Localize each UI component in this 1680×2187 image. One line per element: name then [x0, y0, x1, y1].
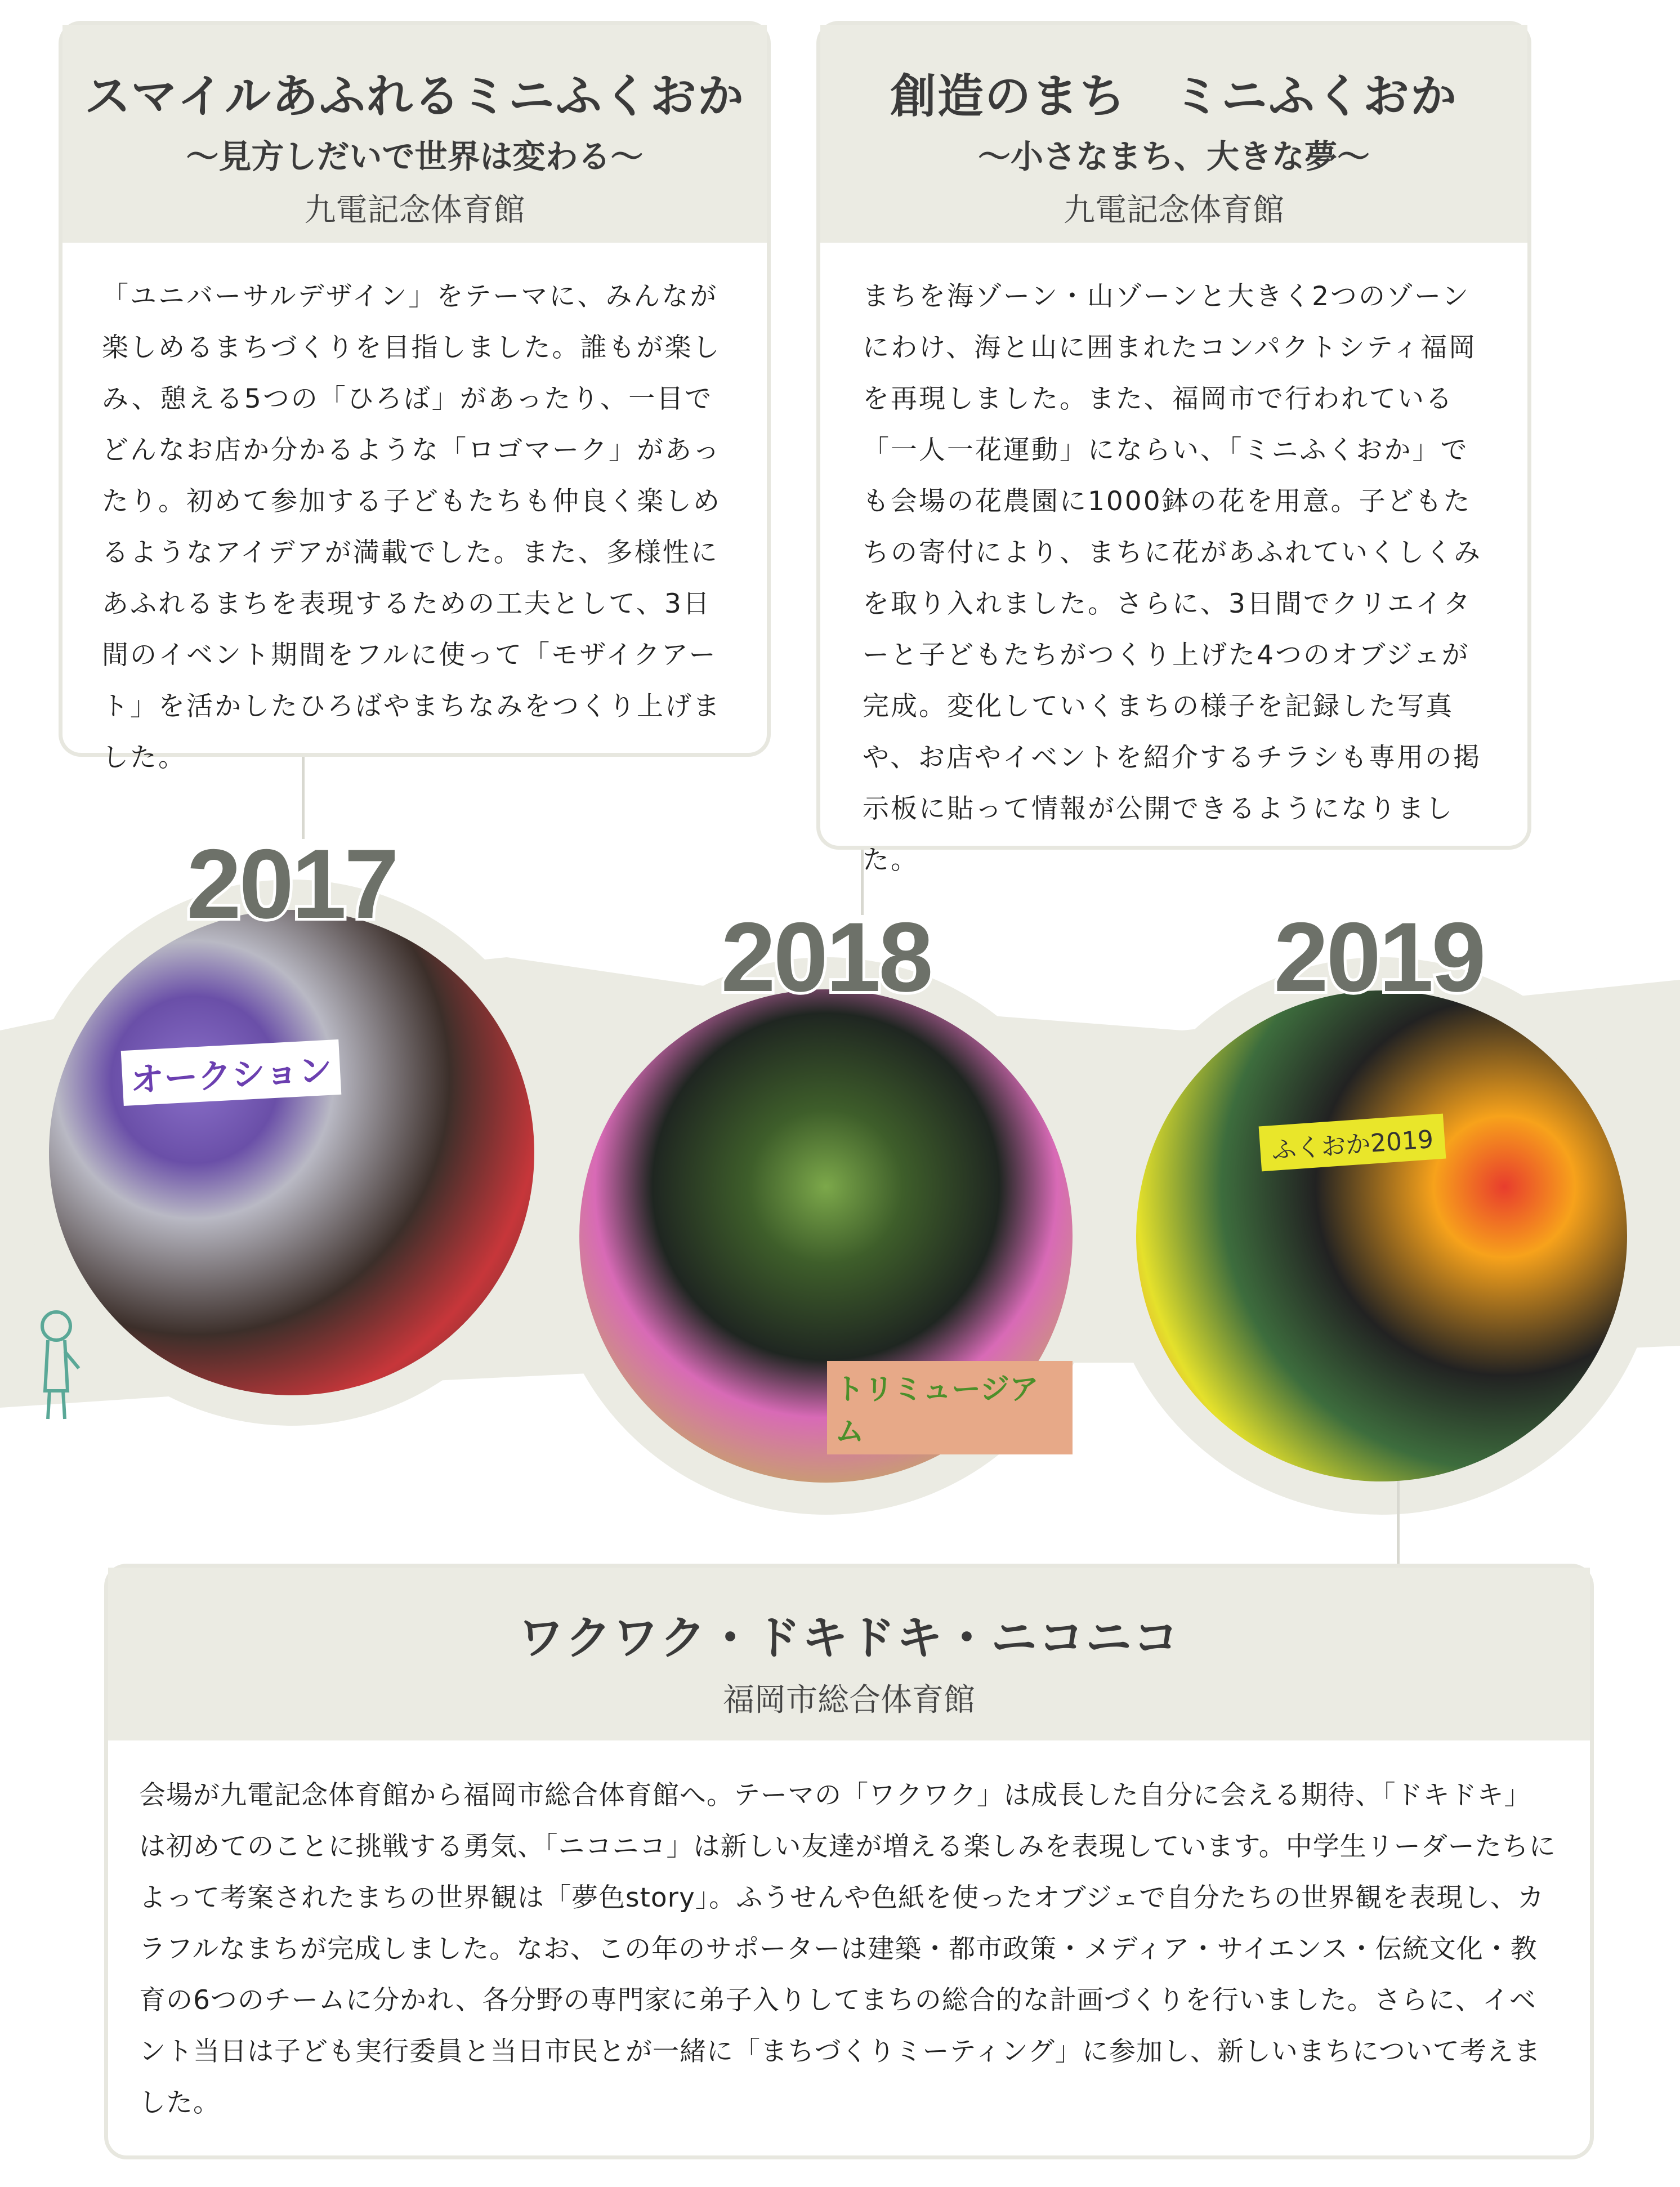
card-title: 創造のまち ミニふくおか [890, 70, 1458, 123]
year-2018: 2018 [721, 903, 931, 1012]
card-2017 [59, 21, 771, 773]
card-title: ワクワク・ドキドキ・ニコニコ [517, 1612, 1180, 1665]
card-venue: 福岡市総合体育館 [723, 1682, 975, 1719]
tree-museum-sign: トリミュージアム [827, 1361, 1073, 1454]
card-body: 会場が九電記念体育館から福岡市総合体育館へ。テーマの「ワクワク」は成長した自分に会える期待、「ドキドキ」は初めてのことに挑戦する勇気、「ニコニコ」は新しい友達が増える楽しみを表現しています。中学生リーダーたちによって考案されたまちの世界観は「夢色story」。ふうせんや色紙を使ったオブジェで自分たちの世界観を表現し、カラフルなまちが完成しました。なお、この年のサポーターは建築・都市政策・メディア・サイエンス・伝統文化・教育の6つのチームに分かれ、各分野の専門家に弟子入りしてまちの総合的な計画づくりを行いました。さらに、イベント当日は子ども実行委員と当日市民とが一緒に「まちづくりミーティング」に参加し、新しいまちについて考えました。 [139, 1780, 1556, 2118]
card-2018 [816, 21, 1531, 876]
card-subtitle: 〜見方しだいで世界は変わる〜 [186, 137, 644, 176]
card-title: スマイルあふれるミニふくおか [84, 70, 745, 123]
photo-2017 [49, 910, 534, 1395]
auction-sign: オークション [121, 1039, 341, 1106]
card-2019 [104, 1564, 1594, 2159]
card-subtitle: 〜小さなまち、大きな夢〜 [977, 137, 1370, 176]
year-2017: 2017 [186, 829, 397, 939]
mascot-icon [34, 1306, 84, 1425]
connector-2019 [1397, 1475, 1400, 1565]
card-venue: 九電記念体育館 [1064, 192, 1284, 229]
card-body: 「ユニバーサルデザイン」をテーマに、みんなが楽しめるまちづくりを目指しました。誰もが楽しみ、憩える5つの「ひろば」があったり、一目でどんなお店か分かるような「ロゴマーク」があったり。初めて参加する子どもたちも仲良く楽しめるようなアイデアが満載でした。また、多様性にあふれるまちを表現するための工夫として、3日間のイベント期間をフルに使って「モザイクアート」を活かしたひろばやまちなみをつくり上げました。 [102, 281, 721, 773]
card-body: まちを海ゾーン・山ゾーンと大きく2つのゾーンにわけ、海と山に囲まれたコンパクトシティ福岡を再現しました。また、福岡市で行われている「一人一花運動」にならい、「ミニふくおか」でも会場の花農園に1000鉢の花を用意。子どもたちの寄付により、まちに花があふれていくしくみを取り入れました。さらに、3日間でクリエイターと子どもたちがつくり上げた4つのオブジェが完成。変化していくまちの様子を記録した写真や、お店やイベントを紹介するチラシも専用の掲示板に貼って情報が公開できるようになりました。 [863, 281, 1482, 876]
year-2019: 2019 [1274, 903, 1484, 1012]
photo-2018 [579, 989, 1073, 1483]
photo-2019 [1136, 990, 1627, 1481]
event-banner: ふくおか2019 [1259, 1114, 1446, 1172]
card-venue: 九電記念体育館 [304, 192, 525, 229]
